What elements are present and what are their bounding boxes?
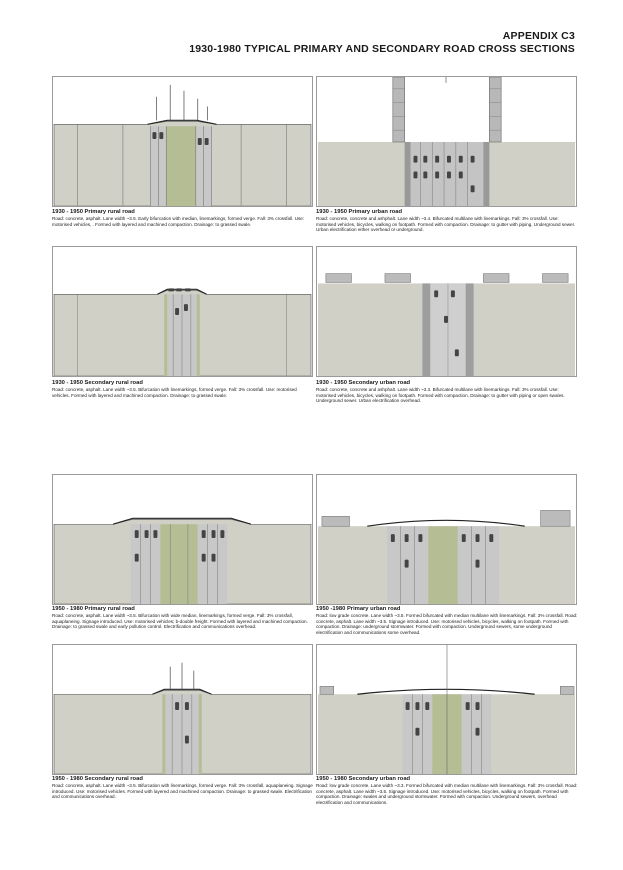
cross-section-primary-urban-1930 <box>317 77 576 206</box>
diagram-secondary-urban-1930 <box>316 246 577 377</box>
cross-section-primary-rural-1930 <box>53 77 312 206</box>
section-description: Road: concrete, asphalt. Lane width ~3.5. Bifurcation with wide median, linemarkings, formed verge. Fall: 3% crossfall, aquaplaneing. Signage introduced. Use: motorised vehicles; b-double freight. Formed with layered and machined compaction. Drainage: to grassed swale and early pollution control. Electrification and communications overhead. <box>52 613 308 630</box>
section-description: Road: low grade concrete. Lane width ~3.3. Formed bifurcated with median multilane with linemarkings. Fall: 3% crossfall. Road: concrete, asphalt. Lane width ~3.5. Signage introduced. Use: motorised vehicles, bicycles, walking on footpath. Formed with compaction. Drainage: swales and underground stormwater. Formed with compaction. Underground sewers, overhead electrification and communications. <box>316 783 578 806</box>
section-title: 1930 - 1950 Secondary urban road <box>316 380 411 386</box>
section-description: Road: concrete, concrete and ashphalt. Lane width ~3.4. Bifurcated multilane with linemarkings. Fall: 3% crossfall. Use: motorised vehicles, bicycles, walking on footpath. Formed with compaction. Drainage: to gutter with piping. Underground sewer. Urban electrification either overhead or underground. <box>316 216 576 233</box>
caption-p4 <box>316 380 578 404</box>
cross-section-secondary-urban-1950 <box>317 645 576 774</box>
section-title: 1930 - 1950 Primary urban road <box>316 209 403 215</box>
cross-section-secondary-rural-1950 <box>53 645 312 774</box>
section-description: Road: concrete, asphalt. Lane width ~3.5. Bifurcation with linemarkings, formed verge. Fall: 3% crossfall, aquaplaneing. Signage introduced. Use: motorised vehicles. Formed with layered and machined compaction. Drainage: to grassed swale. Electrification and communications overhead. <box>52 783 313 800</box>
diagram-primary-rural-1930 <box>52 76 313 207</box>
diagram-primary-urban-1950 <box>316 474 577 605</box>
section-description: Road: concrete, asphalt. Lane width ~3.5. Early bifurcation with median, linemarkings, formed verge. Fall: 3% crossfall. Use: motorised vehicles, . Formed with layered and machined compaction. Drainage: to grassed swale. <box>52 216 305 227</box>
section-title: 1930 - 1950 Primary rural road <box>52 209 135 215</box>
diagram-primary-rural-1950 <box>52 474 313 605</box>
section-title: 1950 -1980 Primary urban road <box>316 606 401 612</box>
diagram-secondary-urban-1950 <box>316 644 577 775</box>
cross-section-secondary-urban-1930 <box>317 247 576 376</box>
diagram-secondary-rural-1950 <box>52 644 313 775</box>
cross-section-primary-rural-1950 <box>53 475 312 604</box>
diagram-primary-urban-1930 <box>316 76 577 207</box>
caption-p3 <box>52 380 314 398</box>
diagram-secondary-rural-1930 <box>52 246 313 377</box>
page-title: 1930-1980 TYPICAL PRIMARY AND SECONDARY ROAD CROSS SECTIONS <box>189 43 575 55</box>
section-description: Road: concrete, asphalt. Lane width ~3.5. Bifurcation with linemarkings, formed verge. Fall: 3% crossfall. Use: motorised vehicles. Formed with layered and machined compaction. Drainage: to grassed swale. <box>52 387 297 398</box>
section-title: 1950 - 1980 Primary rural road <box>52 606 135 612</box>
section-description: Road: concrete, concrete and ashphalt. Lane width ~3.3. Bifurcated multilane with linemarkings. Fall: 3% crossfall. Use: motorised vehicles, bicycles, walking on footpath. Formed with compaction. Drainage: to gutter with piping or open swales. Underground sewer. Urban electrification overhead. <box>316 387 565 404</box>
section-description: Road: low grade concrete. Lane width ~3.5. Formed bifurcated with median multilane with linemarkings. Fall: 3% crossfall. Road: concrete, asphalt. Lane width ~3.5. Signage introduced. Use: motorised vehicles, bicycles, walking on footpath. Formed with compaction. Drainage: underground stormwater. Formed with compaction. Underground sewers, some underground electrification and communications some overhead. <box>316 613 578 636</box>
caption-p8 <box>316 776 578 806</box>
cross-section-primary-urban-1950 <box>317 475 576 604</box>
caption-p1 <box>52 209 314 227</box>
section-title: 1930 - 1950 Secondary rural road <box>52 380 143 386</box>
cross-section-secondary-rural-1930 <box>53 247 312 376</box>
caption-p7 <box>52 776 314 800</box>
section-title: 1950 - 1980 Secondary urban road <box>316 776 411 782</box>
caption-p2 <box>316 209 578 233</box>
section-title: 1950 - 1980 Secondary rural road <box>52 776 143 782</box>
caption-p5 <box>52 606 314 630</box>
appendix-label: APPENDIX C3 <box>502 30 575 42</box>
caption-p6 <box>316 606 578 636</box>
